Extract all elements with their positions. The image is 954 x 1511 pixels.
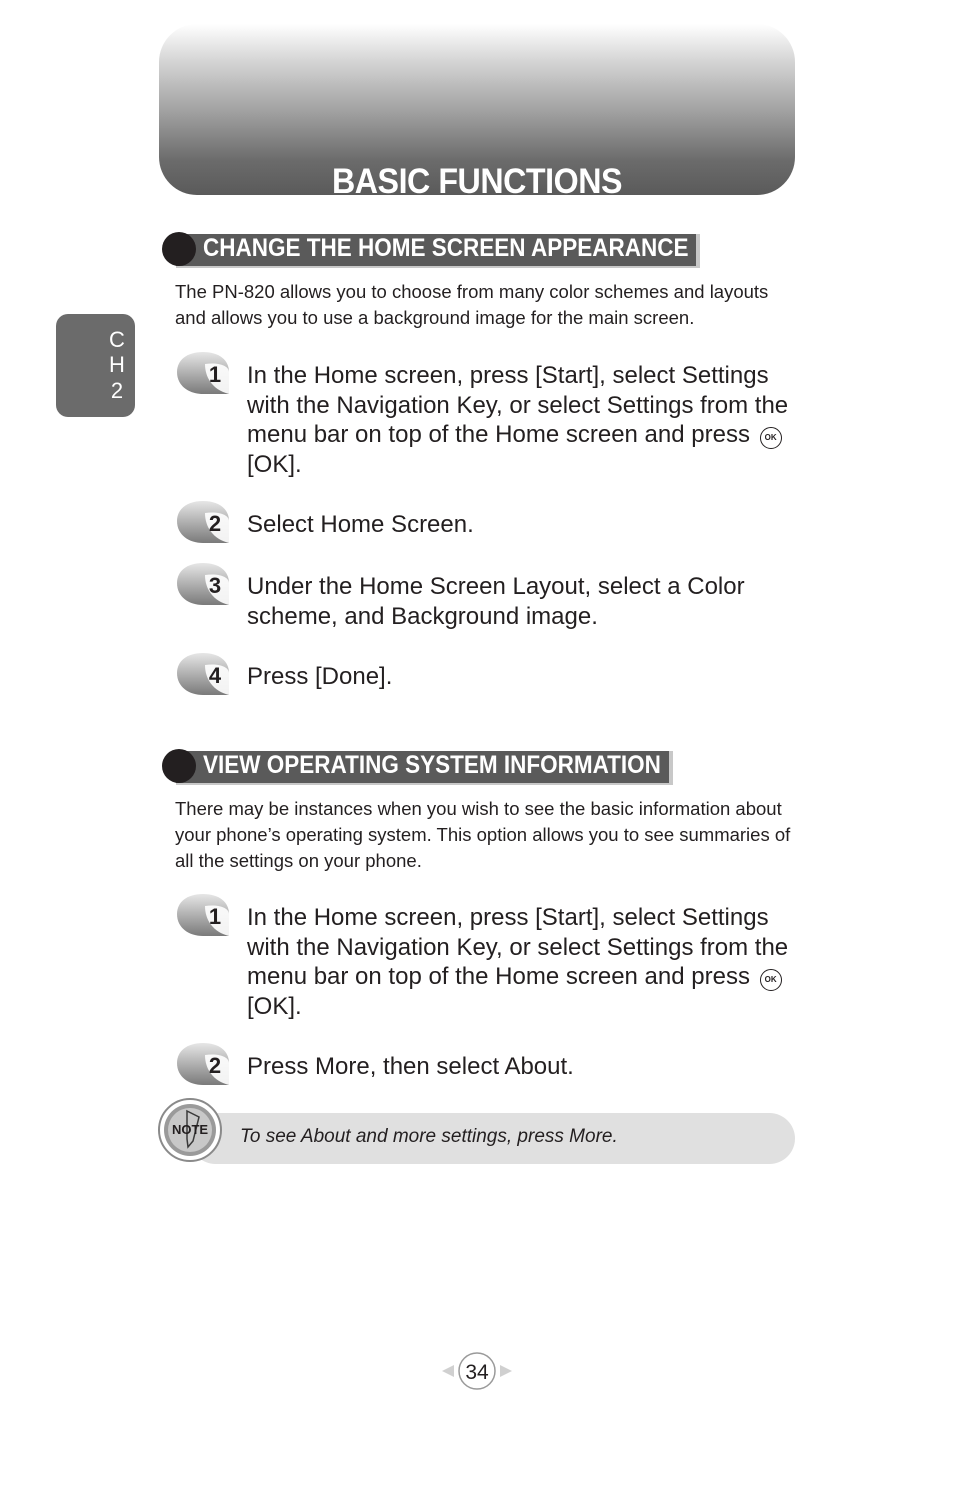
step-number: 2 [208,511,222,536]
note-text: To see About and more settings, press More. [240,1126,618,1147]
section-heading-label: VIEW OPERATING SYSTEM INFORMATION [203,751,661,779]
page-number-badge [440,1351,514,1391]
step-text: In the Home screen, press [Start], select Settings with the Navigation Key, or select Settings from the menu bar on top of the Home screen and press OK [OK]. [247,362,789,478]
page-title: BASIC FUNCTIONS [331,162,623,201]
ok-key-icon: OK [760,969,782,991]
note-box [190,1113,795,1164]
page-number: 34 [465,1361,489,1384]
chapter-tab [56,314,135,417]
step-number: 3 [208,573,222,598]
section-heading-label: CHANGE THE HOME SCREEN APPEARANCE [203,234,689,262]
section-intro: There may be instances when you wish to see the basic information about your phone’s operating system. This option allows you to see summaries of all the settings on your phone. [175,798,791,871]
step-number: 1 [208,362,222,387]
chapter-tab-letter: H [109,352,125,377]
chapter-tab-letter: C [109,327,125,352]
section-heading-os-info [162,749,674,783]
ok-key-icon: OK [760,427,782,449]
section-bullet-icon [162,749,196,783]
note-badge-icon [157,1097,223,1163]
section-bullet-icon [162,232,196,266]
step-number: 2 [208,1053,222,1078]
chapter-header-banner [159,24,795,201]
section-intro: The PN-820 allows you to choose from many color schemes and layouts and allows you to use a background image for the main screen. [175,281,769,328]
section-heading-home-screen [162,232,702,266]
step-number: 4 [208,663,222,688]
step-text: Under the Home Screen Layout, select a Color scheme, and Background image. [247,573,745,630]
step-number: 1 [208,904,222,929]
chapter-tab-letter: 2 [110,378,124,403]
step-text: Press [Done]. [247,663,393,690]
step-text: Press More, then select About. [247,1053,574,1080]
step-text: Select Home Screen. [247,511,474,538]
note-badge-label: NOTE [171,1122,209,1137]
step-text: In the Home screen, press [Start], select Settings with the Navigation Key, or select Settings from the menu bar on top of the Home screen and press OK [OK]. [247,904,789,1020]
